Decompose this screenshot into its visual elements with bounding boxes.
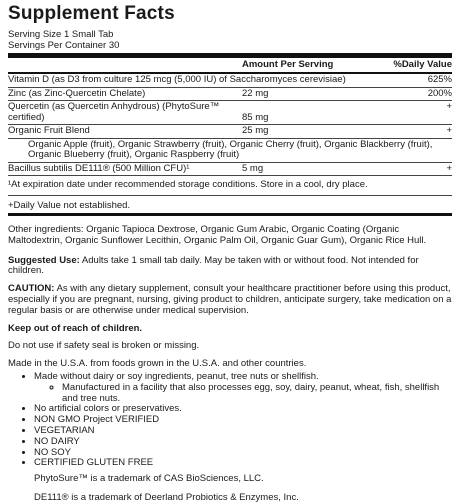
list-item: • CERTIFIED GLUTEN FREE	[34, 458, 452, 469]
nutrient-name: Organic Fruit Blend	[8, 125, 90, 136]
nutrient-name: Zinc (as Zinc-Quercetin Chelate)	[8, 87, 146, 99]
nutrient-dv: 200%	[427, 87, 452, 99]
nutrient-name: Bacillus subtilis DE111® (500 Million CFU)¹	[8, 162, 190, 174]
nutrient-name: Quercetin (as Quercetin Anhydrous) (PhytoSure™ certified)	[8, 101, 220, 123]
nutrient-row-vitamin-d	[8, 74, 452, 88]
nutrient-amount: 85 mg	[242, 111, 269, 123]
nutrient-row-fruit-blend	[8, 125, 452, 139]
nutrient-amount: 25 mg	[242, 125, 269, 136]
suggested-use-label: Suggested Use:	[8, 254, 80, 266]
keep-out-warning: Keep out of reach of children.	[8, 322, 143, 334]
list-item: ◦ Manufactured in a facility that also processes egg, soy, dairy, peanut, wheat, fish, shellfish and tree nuts.	[62, 383, 452, 405]
panel-header-row	[8, 58, 452, 74]
list-item: • No artificial colors or preservatives.	[34, 404, 452, 415]
serving-size: Serving Size 1 Small Tab	[8, 29, 114, 40]
nutrient-row-quercetin	[8, 101, 452, 125]
trademark-phytosure: PhytoSure™ is a trademark of CAS BioSciences, LLC.	[34, 473, 264, 485]
made-in-statement: Made in the U.S.A. from foods grown in the U.S.A. and other countries.	[8, 358, 307, 370]
claims-sublist	[34, 383, 452, 405]
servings-per-container: Servings Per Container 30	[8, 40, 120, 51]
header-spacer	[8, 59, 242, 71]
nutrient-amount: 22 mg	[242, 87, 269, 99]
list-item	[34, 372, 452, 404]
panel-title: Supplement Facts	[8, 3, 175, 24]
list-item: • NO DAIRY	[34, 437, 452, 448]
claim-text: Made without dairy or soy ingredients, peanut, tree nuts or shellfish.	[34, 370, 319, 382]
nutrient-name: Vitamin D (as D3 from culture 125 mcg (5,000 IU) of Saccharomyces cerevisiae)	[8, 74, 346, 85]
claims-list	[8, 372, 452, 469]
list-item: • VEGETARIAN	[34, 426, 452, 437]
header-amount: Amount Per Serving	[242, 59, 334, 70]
caution-text: As with any dietary supplement, consult your healthcare practitioner before using this product, especially if you are pregnant, nursing, giving product to children, anticipate surgery, take medication on a regular basis or are otherwise under medical supervision.	[8, 283, 452, 316]
nutrient-dv: +	[446, 125, 452, 136]
supplement-facts-panel	[8, 4, 452, 216]
safety-seal-warning: Do not use if safety seal is broken or missing.	[8, 340, 200, 352]
nutrient-row-bacillus	[8, 163, 452, 177]
nutrient-dv: +	[446, 101, 452, 112]
nutrient-amount: 5 mg	[242, 162, 264, 174]
caution-label: CAUTION:	[8, 283, 55, 295]
suggested-use	[8, 256, 452, 278]
nutrient-row-zinc	[8, 88, 452, 102]
other-ingredients: Other ingredients: Organic Tapioca Dextrose, Organic Gum Arabic, Organic Coating (Organic Maltodextrin, Organic Sunflower Lecithin, Organic Palm Oil, Organic Guar Gum), Organic Rice Hull.	[8, 224, 427, 246]
list-item: • NON GMO Project VERIFIED	[34, 415, 452, 426]
nutrient-dv: +	[446, 162, 452, 174]
header-daily-value: %Daily Value	[393, 59, 452, 70]
nutrient-row-fruit-list	[8, 139, 452, 163]
footnote-daily-value: +Daily Value not established.	[8, 200, 131, 211]
nutrient-name: Organic Apple (fruit), Organic Strawberry (fruit), Organic Cherry (fruit), Organic Blackberry (fruit), Organic Blueberry (fruit), Organic Raspberry (fruit)	[28, 138, 433, 160]
caution	[8, 284, 452, 316]
suggested-use-text: Adults take 1 small tab daily. May be taken with or without food. Not intended for children.	[8, 254, 419, 277]
footnote-expiration: ¹At expiration date under recommended storage conditions. Store in a cool, dry place.	[8, 176, 452, 196]
list-item: • NO SOY	[34, 448, 452, 459]
nutrient-dv: 625%	[427, 74, 452, 85]
trademark-de111: DE111® is a trademark of Deerland Probiotics & Enzymes, Inc.	[34, 492, 299, 503]
